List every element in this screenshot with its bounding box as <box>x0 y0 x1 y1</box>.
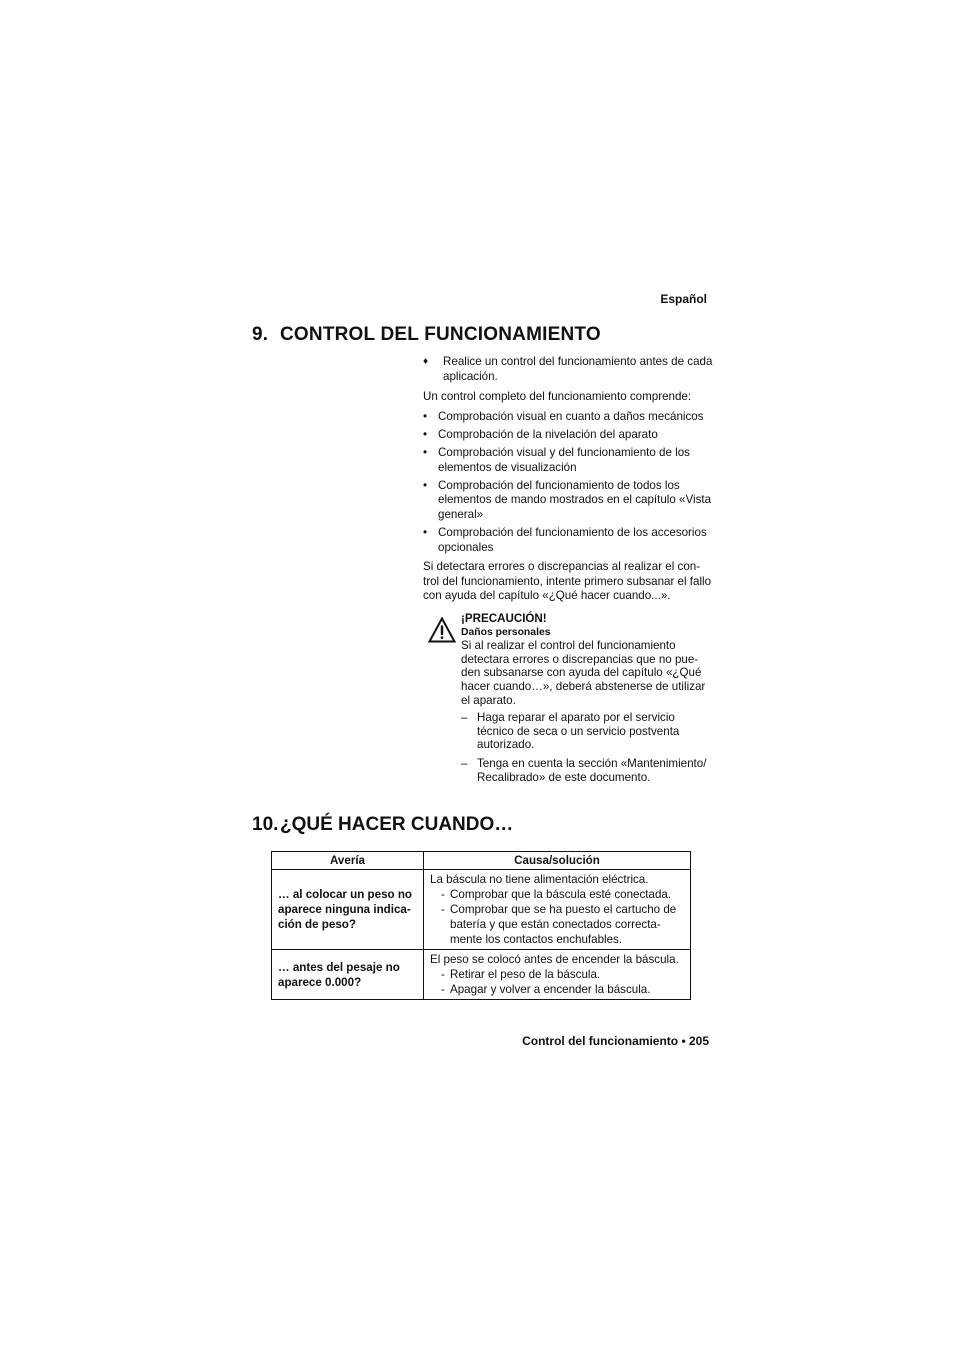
dash-icon: – <box>461 711 468 725</box>
list-item-text: Comprobación visual y del funcionamiento de los elementos de visualización <box>438 446 690 474</box>
column-header-fault: Avería <box>272 852 424 870</box>
cause-text: La báscula no tiene alimentación eléctrica. <box>430 873 649 886</box>
list-item <box>423 479 713 523</box>
solution-step-text: Retirar el peso de la báscula. <box>450 968 601 981</box>
section-9-heading <box>252 324 601 346</box>
caution-list <box>461 711 713 784</box>
warning-triangle-icon <box>428 617 456 643</box>
solution-step <box>430 967 684 982</box>
check-list <box>423 410 713 559</box>
cause-text: El peso se colocó antes de encender la báscula. <box>430 953 679 966</box>
bullet-icon: • <box>423 446 428 460</box>
intro-text: Un control completo del funcionamiento comprende: <box>423 390 692 403</box>
section-9-title: CONTROL DEL FUNCIONAMIENTO <box>280 324 601 345</box>
column-header-cause: Causa/solución <box>424 852 691 870</box>
dash-icon: - <box>441 888 445 901</box>
dash-icon: - <box>441 903 445 916</box>
solution-step <box>430 887 684 902</box>
list-item <box>423 410 713 425</box>
problem-cell: … antes del pesaje no aparece 0.000? <box>272 950 424 1000</box>
solution-step-text: Apagar y volver a encender la báscula. <box>450 983 651 996</box>
solution-cell <box>424 950 691 1000</box>
diamond-bullet-icon: ♦ <box>423 356 429 367</box>
section-10-title: ¿QUÉ HACER CUANDO… <box>280 814 514 835</box>
caution-block <box>461 612 713 789</box>
troubleshoot-paragraph: Si detectara errores o discrepancias al realizar el con-trol del funcionamiento, intente primero subsanar el fallo con ayuda del capítulo «¿Qué hacer cuando...». <box>423 560 712 603</box>
list-item <box>423 428 713 443</box>
dash-icon: - <box>441 983 445 996</box>
caution-item-text: Tenga en cuenta la sección «Mantenimiento/ Recalibrado» de este documento. <box>477 756 707 784</box>
list-item <box>423 526 713 555</box>
list-item-text: Comprobación visual en cuanto a daños mecánicos <box>438 410 704 423</box>
language-label: Español <box>660 292 707 306</box>
list-item-text: Comprobación del funcionamiento de todos los elementos de mando mostrados en el capítulo «Vista general» <box>438 478 712 522</box>
caution-title: ¡PRECAUCIÓN! <box>461 612 547 625</box>
section-10-heading <box>252 814 513 836</box>
caution-item <box>461 757 713 784</box>
bullet-icon: • <box>423 478 428 492</box>
section-10-number: 10. <box>252 814 279 835</box>
page-footer: Control del funcionamiento • 205 <box>522 1034 709 1048</box>
troubleshooting-table <box>271 851 691 1000</box>
solution-cell <box>424 870 691 950</box>
dash-icon: – <box>461 756 468 770</box>
instruction-text: Realice un control del funcionamiento antes de cada aplicación. <box>443 355 713 383</box>
table-row <box>272 870 691 950</box>
section-9-number: 9. <box>252 324 269 345</box>
table-row <box>272 950 691 1000</box>
instruction-item <box>423 355 713 384</box>
problem-cell: … al colocar un peso no aparece ninguna indica-ción de peso? <box>272 870 424 950</box>
dash-icon: - <box>441 968 445 981</box>
bullet-icon: • <box>423 526 428 540</box>
list-item <box>423 446 713 475</box>
bullet-icon: • <box>423 428 428 442</box>
caution-subtitle: Daños personales <box>461 626 551 638</box>
list-item-text: Comprobación de la nivelación del aparato <box>438 428 658 442</box>
caution-item <box>461 711 713 752</box>
bullet-icon: • <box>423 410 428 423</box>
solution-step-text: Comprobar que se ha puesto el cartucho de batería y que están conectados correcta-mente los contactos enchufables. <box>450 903 677 946</box>
solution-step-text: Comprobar que la báscula esté conectada. <box>450 888 672 901</box>
caution-text: Si al realizar el control del funcionamiento detectara errores o discrepancias que no pue-den subsanarse con ayuda del capítulo «¿Qué hacer cuando…», deberá abstenerse de utilizar el aparato. <box>461 639 706 707</box>
solution-step <box>430 902 684 947</box>
caution-item-text: Haga reparar el aparato por el servicio técnico de seca o un servicio postventa autorizado. <box>477 711 680 752</box>
list-item-text: Comprobación del funcionamiento de los accesorios opcionales <box>438 526 707 554</box>
table-header-row <box>272 852 691 870</box>
solution-step <box>430 982 684 997</box>
